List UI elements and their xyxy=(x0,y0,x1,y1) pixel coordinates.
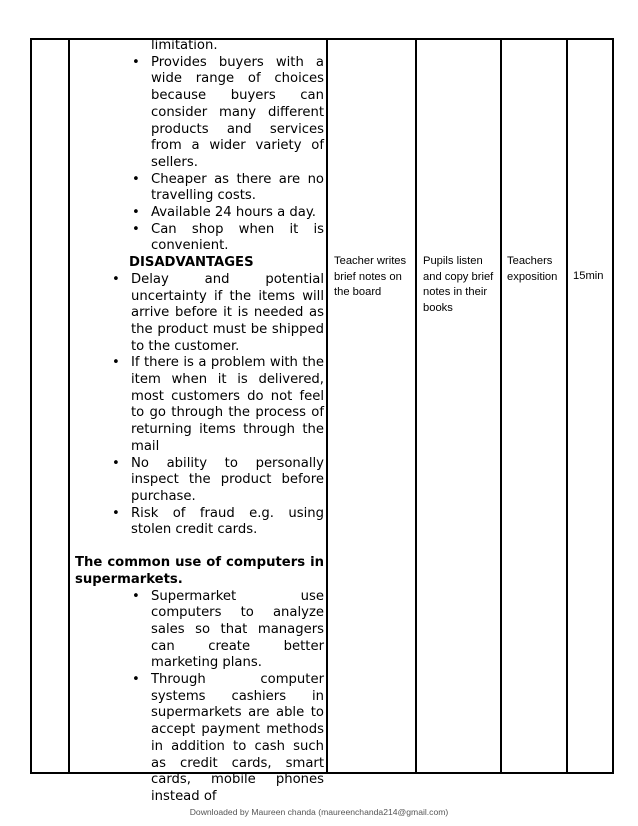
disadvantage-item: • Delay and potential uncertainty if the items will arrive before it is needed as the product must be shipped to the customer. xyxy=(112,271,324,354)
method-cell: Teachers exposition xyxy=(507,255,558,283)
advantage-item: • Cheaper as there are no travelling costs. xyxy=(132,171,324,204)
bullet-icon: • xyxy=(132,205,140,221)
supermarket-item: • Through computer systems cashiers in supermarkets are able to accept payment methods in addition to cash such as credit cards, smart cards, mobile phones instead of xyxy=(132,672,324,804)
table-border-1 xyxy=(30,38,32,774)
table-border-2 xyxy=(68,38,70,774)
bullet-icon: • xyxy=(132,588,140,604)
bullet-icon: • xyxy=(132,171,140,187)
bullet-icon: • xyxy=(112,355,120,371)
pupil-activity: Pupils listen and copy brief notes in their books xyxy=(423,255,494,314)
supermarkets-heading: The common use of computers in supermarkets. xyxy=(75,555,324,587)
bullet-icon: • xyxy=(112,455,120,471)
advantage-item: • Provides buyers with a wide range of choices because buyers can consider many different products and services from a wider variety of sellers. xyxy=(132,54,324,170)
bullet-icon: • xyxy=(112,271,120,287)
bullet-icon: • xyxy=(132,54,140,70)
advantage-item: • Can shop when it is convenient. xyxy=(132,221,324,254)
time-cell: 15min xyxy=(573,270,604,282)
disadvantage-item: • If there is a problem with the item when it is delivered, most customers do not feel to go through the process of returning items through the mail xyxy=(112,355,324,454)
supermarket-item: • Supermarket use computers to analyze sales so that managers can create better marketing plans. xyxy=(132,588,324,671)
bullet-icon: • xyxy=(112,505,120,521)
table-border-5 xyxy=(500,38,502,774)
bullet-icon: • xyxy=(132,221,140,237)
table-border-3 xyxy=(326,38,328,774)
disadvantages-heading: DISADVANTAGES xyxy=(129,255,254,271)
content-cell xyxy=(75,38,324,806)
table-border-6 xyxy=(566,38,568,774)
table-border-7 xyxy=(612,38,614,774)
disadvantage-item: • Risk of fraud e.g. using stolen credit cards. xyxy=(112,505,324,538)
advantage-item: • Available 24 hours a day. xyxy=(132,205,316,221)
advantages-continuation: limitation. xyxy=(151,38,218,53)
download-footer: Downloaded by Maureen chanda (maureenchanda214@gmail.com) xyxy=(189,807,449,817)
teacher-activity: Teacher writes brief notes on the board xyxy=(334,255,407,298)
disadvantage-item: • No ability to personally inspect the product before purchase. xyxy=(112,455,324,504)
bullet-icon: • xyxy=(132,672,140,688)
table-border-4 xyxy=(415,38,417,774)
